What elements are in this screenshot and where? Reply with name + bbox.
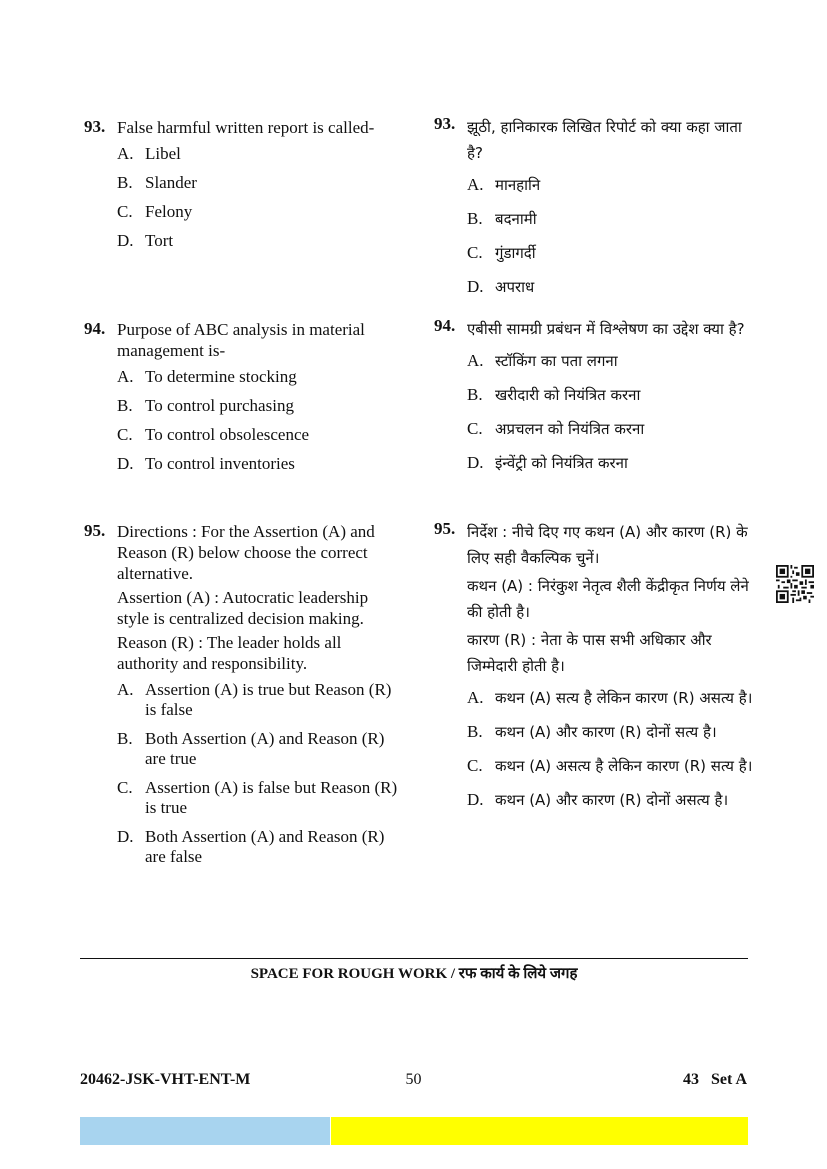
question-text: [117, 521, 404, 674]
option-d: [467, 787, 754, 813]
options-list: [117, 144, 404, 251]
option-letter: C.: [117, 202, 133, 221]
footer-code: 20462-JSK-VHT-ENT-M: [80, 1071, 251, 1088]
option-c: [467, 416, 754, 442]
option-letter: B.: [117, 396, 133, 415]
page-number: 50: [405, 1071, 422, 1088]
question-text-line: Directions : For the Assertion (A) and Reason (R) below choose the correct alternative.: [117, 522, 375, 583]
option-b: [467, 719, 754, 745]
option-letter: B.: [467, 385, 483, 404]
question-number: 95.: [84, 521, 106, 540]
option-a: [467, 685, 754, 711]
option-letter: C.: [117, 425, 133, 444]
option-letter: C.: [467, 756, 483, 775]
option-text: कथन (A) और कारण (R) दोनों असत्य है।: [495, 791, 729, 809]
option-text: स्टॉकिंग का पता लगना: [495, 352, 618, 370]
option-text: इंन्वेंट्री को नियंत्रित करना: [495, 454, 628, 472]
option-d: [117, 827, 404, 867]
question-text-line: झूठी, हानिकारक लिखित रिपोर्ट को क्या कहा जाता है?: [467, 118, 742, 162]
option-letter: D.: [117, 231, 134, 250]
option-letter: B.: [117, 173, 133, 192]
option-c: [117, 778, 404, 818]
option-letter: A.: [117, 680, 134, 699]
option-letter: D.: [117, 827, 134, 846]
option-text: To control purchasing: [145, 396, 294, 415]
question-95-hindi: [434, 519, 754, 821]
question-94-hindi: [434, 316, 754, 484]
option-letter: B.: [117, 729, 133, 748]
options-list: [117, 367, 404, 474]
option-a: [117, 144, 404, 164]
option-d: [467, 274, 754, 300]
option-b: [467, 382, 754, 408]
question-text: [467, 316, 754, 342]
option-c: [117, 425, 404, 445]
options-list: [467, 172, 754, 300]
option-c: [467, 753, 754, 779]
footer-bar-yellow: [331, 1117, 748, 1145]
option-b: [117, 729, 404, 769]
question-number: 93.: [84, 117, 106, 136]
option-b: [117, 396, 404, 416]
question-text-line: Reason (R) : The leader holds all authority and responsibility.: [117, 633, 342, 673]
option-text: Assertion (A) is true but Reason (R) is false: [145, 680, 392, 719]
question-text-line: कारण (R) : नेता के पास सभी अधिकार और जिम्मेदारी होती है।: [467, 631, 712, 675]
option-text: Assertion (A) is false but Reason (R) is true: [145, 778, 398, 817]
option-text: गुंडागर्दी: [495, 244, 536, 262]
option-text: Both Assertion (A) and Reason (R) are false: [145, 827, 385, 866]
option-letter: D.: [467, 790, 484, 809]
option-letter: A.: [467, 351, 484, 370]
option-text: अप्रचलन को नियंत्रित करना: [495, 420, 645, 438]
option-text: Felony: [145, 202, 193, 221]
question-text: [117, 319, 404, 361]
option-b: [467, 206, 754, 232]
option-text: मानहानि: [495, 176, 541, 194]
question-text-line: कथन (A) : निरंकुश नेतृत्व शैली केंद्रीकृत निर्णय लेने की होती है।: [467, 577, 749, 621]
option-letter: A.: [117, 367, 134, 386]
options-list: [467, 685, 754, 813]
option-text: To control inventories: [145, 454, 295, 473]
option-text: Both Assertion (A) and Reason (R) are true: [145, 729, 385, 768]
option-text: बदनामी: [495, 210, 537, 228]
option-b: [117, 173, 404, 193]
question-93-english: [84, 117, 404, 260]
option-letter: C.: [117, 778, 133, 797]
option-letter: A.: [117, 144, 134, 163]
option-text: अपराध: [495, 278, 535, 296]
question-text-line: एबीसी सामग्री प्रबंधन में विश्लेषण का उद्देश क्या है?: [467, 320, 745, 338]
option-a: [467, 172, 754, 198]
option-text: Tort: [145, 231, 174, 250]
option-letter: B.: [467, 209, 483, 228]
option-a: [117, 367, 404, 387]
qr-code-icon: [776, 565, 814, 603]
option-letter: D.: [467, 277, 484, 296]
option-a: [467, 348, 754, 374]
question-number: 95.: [434, 519, 456, 538]
option-d: [117, 454, 404, 474]
option-text: खरीदारी को नियंत्रित करना: [495, 386, 641, 404]
option-text: Libel: [145, 144, 181, 163]
question-95-english: [84, 521, 404, 876]
option-a: [117, 680, 404, 720]
question-number: 94.: [434, 316, 456, 335]
options-list: [117, 680, 404, 867]
question-text: [467, 519, 754, 679]
question-93-hindi: [434, 114, 754, 308]
option-text: कथन (A) सत्य है लेकिन कारण (R) असत्य है।: [495, 689, 753, 707]
question-text-line: Assertion (A) : Autocratic leadership style is centralized decision making.: [117, 588, 369, 628]
question-number: 93.: [434, 114, 456, 133]
rough-work-label: SPACE FOR ROUGH WORK / रफ कार्य के लिये जगह: [250, 966, 578, 982]
question-text-line: निर्देश : नीचे दिए गए कथन (A) और कारण (R) के लिए सही वैकल्पिक चुनें।: [467, 523, 748, 567]
option-letter: A.: [467, 175, 484, 194]
option-c: [467, 240, 754, 266]
option-d: [117, 231, 404, 251]
option-c: [117, 202, 404, 222]
option-letter: B.: [467, 722, 483, 741]
footer-bar-blue: [80, 1117, 330, 1145]
question-text: [467, 114, 754, 166]
option-letter: A.: [467, 688, 484, 707]
question-text-line: False harmful written report is called-: [117, 118, 375, 137]
question-number: 94.: [84, 319, 106, 338]
option-text: To determine stocking: [145, 367, 297, 386]
option-text: कथन (A) और कारण (R) दोनों सत्य है।: [495, 723, 717, 741]
option-letter: D.: [467, 453, 484, 472]
option-letter: C.: [467, 243, 483, 262]
option-text: To control obsolescence: [145, 425, 310, 444]
question-94-english: [84, 319, 404, 483]
options-list: [467, 348, 754, 476]
rough-work-divider: [80, 958, 748, 959]
option-text: Slander: [145, 173, 197, 192]
question-text-line: Purpose of ABC analysis in material management is-: [117, 320, 365, 360]
question-text: [117, 117, 404, 138]
option-letter: D.: [117, 454, 134, 473]
option-d: [467, 450, 754, 476]
option-text: कथन (A) असत्य है लेकिन कारण (R) सत्य है।: [495, 757, 753, 775]
option-letter: C.: [467, 419, 483, 438]
footer-set: 43 Set A: [683, 1071, 747, 1088]
